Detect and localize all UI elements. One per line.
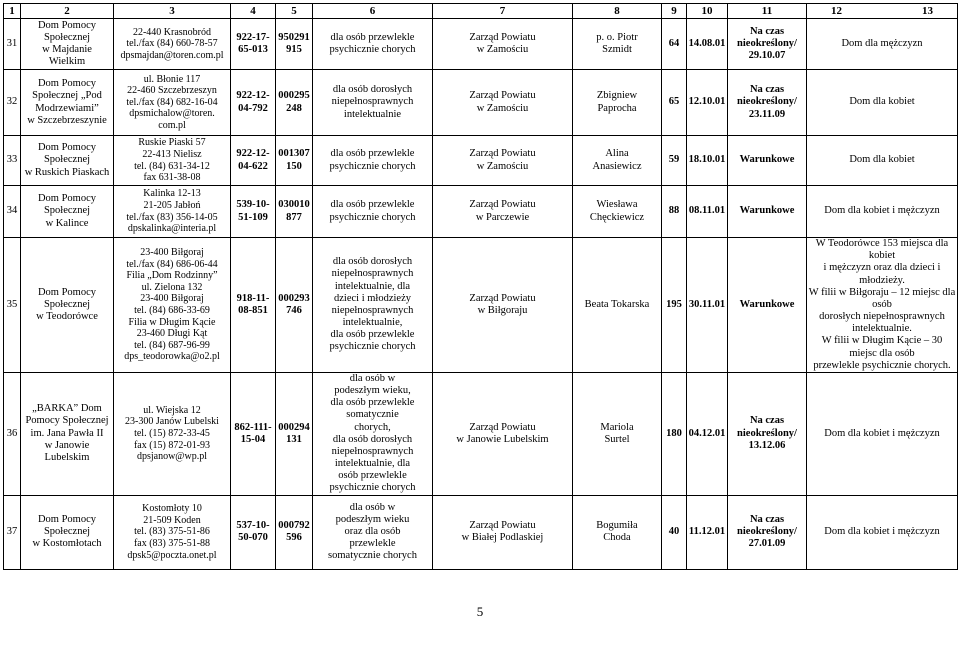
- date-cell: 18.10.01: [687, 136, 728, 186]
- notes-cell: Dom dla kobiet i mężczyzn: [807, 495, 958, 569]
- page-number: 5: [476, 604, 484, 619]
- places-cell: 195: [662, 238, 687, 373]
- org-cell: Zarząd Powiatu w Zamościu: [433, 70, 573, 136]
- name-cell: Dom Pomocy Społecznej „Pod Modrzewiami” w Szczebrzeszynie: [21, 70, 114, 136]
- address-cell: ul. Wiejska 12 23-300 Janów Lubelski tel. (15) 872-33-45 fax (15) 872-01-93 dpsjanow@wp.pl: [114, 372, 231, 495]
- header-cell: 8: [573, 4, 662, 19]
- lp-cell: 34: [4, 186, 21, 238]
- term-cell: Warunkowe: [728, 186, 807, 238]
- places-cell: 64: [662, 19, 687, 70]
- type-cell: dla osób w podeszłym wieku oraz dla osób przewlekle somatycznie chorych: [313, 495, 433, 569]
- header-label: 13: [922, 4, 933, 17]
- org-cell: Zarząd Powiatu w Zamościu: [433, 136, 573, 186]
- director-cell: Alina Anasiewicz: [573, 136, 662, 186]
- name-cell: „BARKA” Dom Pomocy Społecznej im. Jana Pawła II w Janowie Lubelskim: [21, 372, 114, 495]
- places-cell: 65: [662, 70, 687, 136]
- type-cell: dla osób przewlekle psychicznie chorych: [313, 19, 433, 70]
- header-cell: 2: [21, 4, 114, 19]
- notes-cell: Dom dla kobiet i mężczyzn: [807, 372, 958, 495]
- org-cell: Zarząd Powiatu w Janowie Lubelskim: [433, 372, 573, 495]
- lp-cell: 36: [4, 372, 21, 495]
- name-cell: Dom Pomocy Społecznej w Teodorówce: [21, 238, 114, 373]
- org-cell: Zarząd Powiatu w Biłgoraju: [433, 238, 573, 373]
- regon-cell: 918-11- 08-851: [231, 238, 276, 373]
- header-cell: [807, 4, 958, 19]
- table-row: [4, 238, 958, 373]
- address-cell: ul. Błonie 117 22-460 Szczebrzeszyn tel./fax (84) 682-16-04 dpsmichalow@toren. com.pl: [114, 70, 231, 136]
- regon-cell: 922-17- 65-013: [231, 19, 276, 70]
- places-cell: 59: [662, 136, 687, 186]
- table-row: [4, 19, 958, 70]
- director-cell: Beata Tokarska: [573, 238, 662, 373]
- date-cell: 12.10.01: [687, 70, 728, 136]
- regon-cell: 922-12- 04-622: [231, 136, 276, 186]
- date-cell: 14.08.01: [687, 19, 728, 70]
- lp-cell: 35: [4, 238, 21, 373]
- type-cell: dla osób dorosłych niepełnosprawnych intelektualnie: [313, 70, 433, 136]
- date-cell: 11.12.01: [687, 495, 728, 569]
- name-cell: Dom Pomocy Społecznej w Ruskich Piaskach: [21, 136, 114, 186]
- table-row: [4, 186, 958, 238]
- name-cell: Dom Pomocy Społecznej w Majdanie Wielkim: [21, 19, 114, 70]
- regon-cell: 862-111- 15-04: [231, 372, 276, 495]
- places-cell: 180: [662, 372, 687, 495]
- term-cell: Warunkowe: [728, 238, 807, 373]
- header-cell: 6: [313, 4, 433, 19]
- name-cell: Dom Pomocy Społecznej w Kalince: [21, 186, 114, 238]
- table-row: [4, 495, 958, 569]
- table-row: [4, 136, 958, 186]
- header-cell: 4: [231, 4, 276, 19]
- header-cell: 7: [433, 4, 573, 19]
- header-cell: 10: [687, 4, 728, 19]
- address-cell: Kalinka 12-13 21-205 Jabłoń tel./fax (83) 356-14-05 dpskalinka@interia.pl: [114, 186, 231, 238]
- address-cell: 23-400 Biłgoraj tel./fax (84) 686-06-44 Filia „Dom Rodzinny” ul. Zielona 132 23-400 Biłgoraj tel. (84) 686-33-69 Filia w Długim Kącie 23-460 Długi Kąt tel. (84) 687-96-99 dps_teodorowka@o2.pl: [114, 238, 231, 373]
- header-cell: 11: [728, 4, 807, 19]
- director-cell: Mariola Surtel: [573, 372, 662, 495]
- director-cell: p. o. Piotr Szmidt: [573, 19, 662, 70]
- type-cell: dla osób przewlekle psychicznie chorych: [313, 136, 433, 186]
- notes-cell: Dom dla mężczyzn: [807, 19, 958, 70]
- term-cell: Warunkowe: [728, 136, 807, 186]
- lp-cell: 31: [4, 19, 21, 70]
- table-row: [4, 372, 958, 495]
- notes-cell: Dom dla kobiet i mężczyzn: [807, 186, 958, 238]
- date-cell: 30.11.01: [687, 238, 728, 373]
- lp-cell: 33: [4, 136, 21, 186]
- address-cell: Kostomłoty 10 21-509 Koden tel. (83) 375-51-86 fax (83) 375-51-88 dpsk5@poczta.onet.pl: [114, 495, 231, 569]
- lp-cell: 37: [4, 495, 21, 569]
- header-row: [4, 4, 958, 19]
- type-cell: dla osób przewlekle psychicznie chorych: [313, 186, 433, 238]
- code-cell: 001307 150: [276, 136, 313, 186]
- header-cell: 3: [114, 4, 231, 19]
- type-cell: dla osób w podeszłym wieku, dla osób przewlekle somatycznie chorych, dla osób dorosłych niepełnosprawnych intelektualnie, dla osób przewlekle psychicznie chorych: [313, 372, 433, 495]
- date-cell: 08.11.01: [687, 186, 728, 238]
- director-cell: Bogumiła Choda: [573, 495, 662, 569]
- header-cell: 5: [276, 4, 313, 19]
- code-cell: 000295 248: [276, 70, 313, 136]
- regon-cell: 539-10- 51-109: [231, 186, 276, 238]
- name-cell: Dom Pomocy Społecznej w Kostomłotach: [21, 495, 114, 569]
- code-cell: 000293 746: [276, 238, 313, 373]
- type-cell: dla osób dorosłych niepełnosprawnych intelektualnie, dla dzieci i młodzieży niepełnosprawnych intelektualnie, dla osób przewlekle psychicznie chorych: [313, 238, 433, 373]
- term-cell: Na czas nieokreślony/ 13.12.06: [728, 372, 807, 495]
- notes-cell: W Teodorówce 153 miejsca dla kobiet i mężczyzn oraz dla dzieci i młodzieży. W filii w Biłgoraju – 12 miejsc dla osób dorosłych niepełnosprawnych intelektualnie. W filii w Długim Kącie – 30 miejsc dla osób przewlekle psychicznie chorych.: [807, 238, 958, 373]
- notes-cell: Dom dla kobiet: [807, 70, 958, 136]
- term-cell: Na czas nieokreślony/ 27.01.09: [728, 495, 807, 569]
- header-cell: 9: [662, 4, 687, 19]
- regon-cell: 537-10- 50-070: [231, 495, 276, 569]
- header-label: 12: [831, 4, 842, 17]
- director-cell: Zbigniew Paprocha: [573, 70, 662, 136]
- org-cell: Zarząd Powiatu w Białej Podlaskiej: [433, 495, 573, 569]
- notes-cell: Dom dla kobiet: [807, 136, 958, 186]
- address-cell: Ruskie Piaski 57 22-413 Nielisz tel. (84) 631-34-12 fax 631-38-08: [114, 136, 231, 186]
- code-cell: 030010 877: [276, 186, 313, 238]
- header-cell: 1: [4, 4, 21, 19]
- code-cell: 000294 131: [276, 372, 313, 495]
- term-cell: Na czas nieokreślony/ 23.11.09: [728, 70, 807, 136]
- table-row: [4, 70, 958, 136]
- code-cell: 950291 915: [276, 19, 313, 70]
- org-cell: Zarząd Powiatu w Parczewie: [433, 186, 573, 238]
- date-cell: 04.12.01: [687, 372, 728, 495]
- regon-cell: 922-12- 04-792: [231, 70, 276, 136]
- director-cell: Wiesława Chęckiewicz: [573, 186, 662, 238]
- org-cell: Zarząd Powiatu w Zamościu: [433, 19, 573, 70]
- code-cell: 000792 596: [276, 495, 313, 569]
- places-cell: 40: [662, 495, 687, 569]
- lp-cell: 32: [4, 70, 21, 136]
- term-cell: Na czas nieokreślony/ 29.10.07: [728, 19, 807, 70]
- address-cell: 22-440 Krasnobród tel./fax (84) 660-78-57 dpsmajdan@toren.com.pl: [114, 19, 231, 70]
- institutions-table: [3, 3, 958, 570]
- places-cell: 88: [662, 186, 687, 238]
